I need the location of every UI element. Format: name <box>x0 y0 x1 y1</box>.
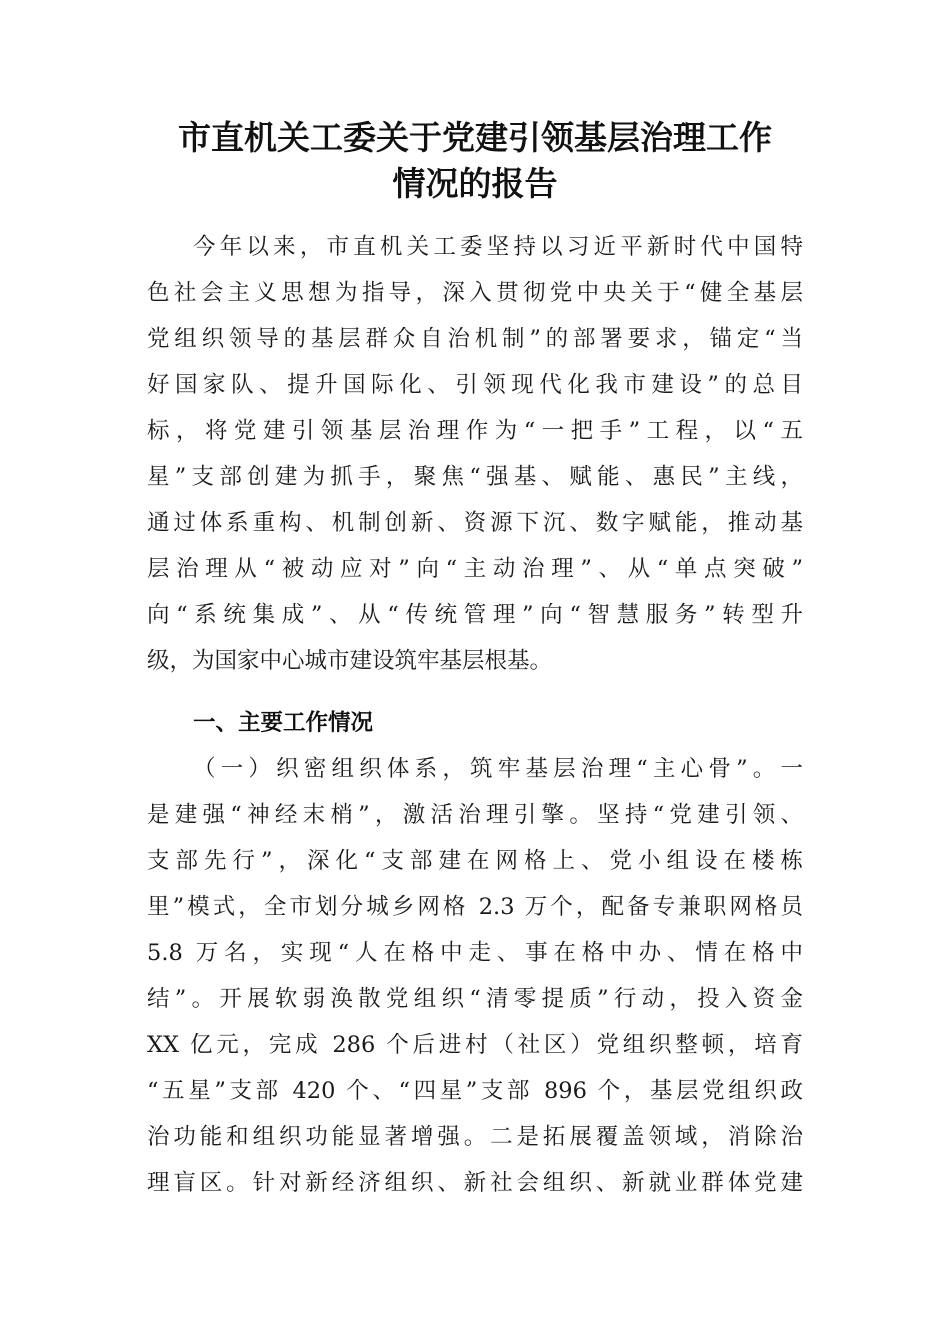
document-title-line-1: 市直机关工委关于党建引领基层治理工作 <box>178 118 772 157</box>
document-title-line-2: 情况的报告 <box>392 164 558 203</box>
paragraph-line: 支部先行”，深化“支部建在网格上、党小组设在楼栋 <box>147 848 803 874</box>
paragraph-line: “五星”支部 420 个、“四星”支部 896 个，基层党组织政 <box>147 1078 803 1104</box>
paragraph-line: 层治理从“被动应对”向“主动治理”、从“单点突破” <box>147 556 803 582</box>
section-heading: 一、主要工作情况 <box>193 710 374 736</box>
paragraph-line: 理盲区。针对新经济组织、新社会组织、新就业群体党建 <box>147 1170 803 1196</box>
paragraph-line: 色社会主义思想为指导，深入贯彻党中央关于“健全基层 <box>147 280 803 306</box>
paragraph-line: 标，将党建引领基层治理作为“一把手”工程，以“五 <box>147 418 803 444</box>
paragraph-line: 向“系统集成”、从“传统管理”向“智慧服务”转型升 <box>147 602 803 628</box>
paragraph-line: 结”。开展软弱涣散党组织“清零提质”行动，投入资金 <box>147 986 803 1012</box>
paragraph-line: （一）织密组织体系，筑牢基层治理“主心骨”。一 <box>193 756 803 782</box>
paragraph-line: 今年以来，市直机关工委坚持以习近平新时代中国特 <box>193 234 803 260</box>
paragraph-line: 里”模式，全市划分城乡网格 2.3 万个，配备专兼职网格员 <box>147 894 803 920</box>
paragraph-line: XX 亿元，完成 286 个后进村（社区）党组织整顿，培育 <box>147 1032 803 1058</box>
paragraph-line: 好国家队、提升国际化、引领现代化我市建设”的总目 <box>147 372 803 398</box>
paragraph-line: 是建强“神经末梢”，激活治理引擎。坚持“党建引领、 <box>147 802 803 828</box>
paragraph-line: 星”支部创建为抓手，聚焦“强基、赋能、惠民”主线， <box>147 464 803 490</box>
paragraph-line: 5.8 万名，实现“人在格中走、事在格中办、情在格中 <box>147 940 803 966</box>
paragraph-line: 治功能和组织功能显著增强。二是拓展覆盖领域，消除治 <box>147 1124 803 1150</box>
paragraph-line: 级，为国家中心城市建设筑牢基层根基。 <box>147 648 553 674</box>
paragraph-line: 通过体系重构、机制创新、资源下沉、数字赋能，推动基 <box>147 510 803 536</box>
paragraph-line: 党组织领导的基层群众自治机制”的部署要求，锚定“当 <box>147 326 803 352</box>
